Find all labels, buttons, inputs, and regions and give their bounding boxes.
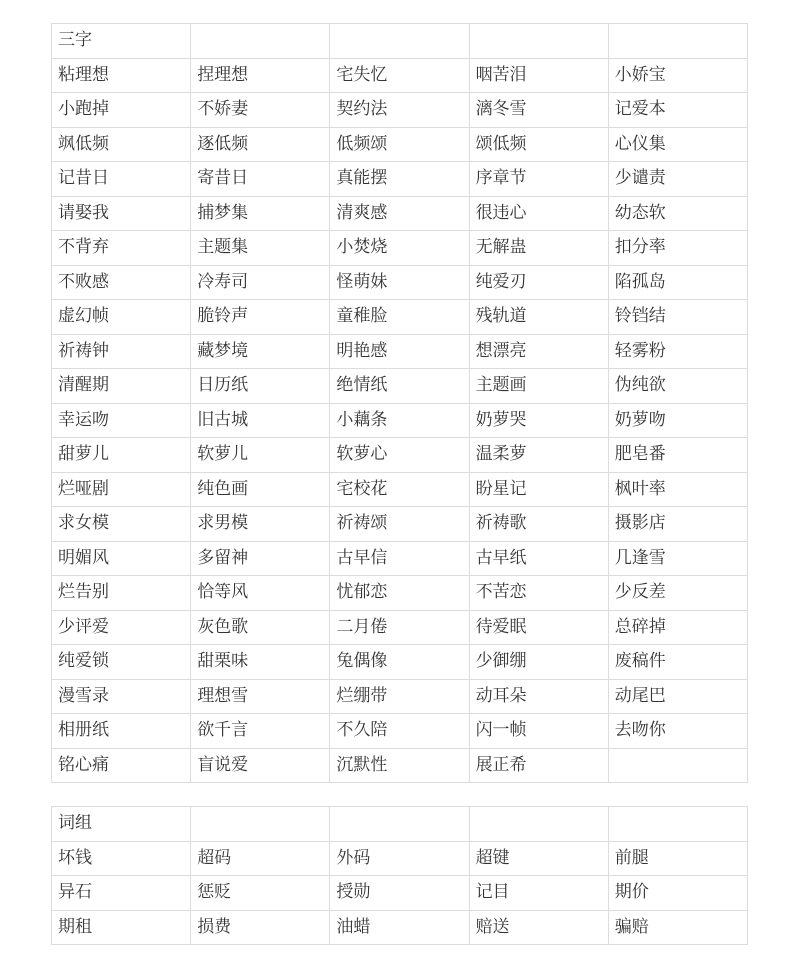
word-cell: 欲千言 xyxy=(191,714,330,749)
word-cell: 温柔萝 xyxy=(469,438,608,473)
word-cell: 小娇宝 xyxy=(608,58,747,93)
word-cell: 序章节 xyxy=(469,162,608,197)
word-cell: 前腿 xyxy=(608,841,747,876)
word-cell: 飒低频 xyxy=(52,127,191,162)
table-row xyxy=(52,300,748,335)
word-cell: 骗赔 xyxy=(608,910,747,945)
word-cell: 铃铛结 xyxy=(608,300,747,335)
word-cell: 盲说爱 xyxy=(191,748,330,783)
word-cell: 多留神 xyxy=(191,541,330,576)
word-cell: 少御绷 xyxy=(469,645,608,680)
word-cell: 明艳感 xyxy=(330,334,469,369)
word-cell: 烂哑剧 xyxy=(52,472,191,507)
word-cell: 绝情纸 xyxy=(330,369,469,404)
table-row xyxy=(52,231,748,266)
table-row xyxy=(52,472,748,507)
word-cell: 求男模 xyxy=(191,507,330,542)
word-cell: 纯色画 xyxy=(191,472,330,507)
word-cell: 伪纯欲 xyxy=(608,369,747,404)
word-cell: 忧郁恋 xyxy=(330,576,469,611)
table-row xyxy=(52,334,748,369)
word-cell: 旧古城 xyxy=(191,403,330,438)
table-header-row xyxy=(52,807,748,842)
word-cell: 异石 xyxy=(52,876,191,911)
phrase-table xyxy=(51,806,748,945)
table-row xyxy=(52,610,748,645)
word-cell: 陷孤岛 xyxy=(608,265,747,300)
table-row xyxy=(52,541,748,576)
word-cell: 记目 xyxy=(469,876,608,911)
word-cell: 枫叶率 xyxy=(608,472,747,507)
word-cell: 低频颂 xyxy=(330,127,469,162)
word-cell: 祈祷颂 xyxy=(330,507,469,542)
word-cell: 少反差 xyxy=(608,576,747,611)
table-row xyxy=(52,196,748,231)
word-cell: 宅校花 xyxy=(330,472,469,507)
word-cell: 盼星记 xyxy=(469,472,608,507)
word-cell: 宅失忆 xyxy=(330,58,469,93)
word-cell: 相册纸 xyxy=(52,714,191,749)
word-cell: 记昔日 xyxy=(52,162,191,197)
word-cell: 祈祷歌 xyxy=(469,507,608,542)
empty-cell xyxy=(608,807,747,842)
word-cell: 很违心 xyxy=(469,196,608,231)
word-cell: 纯爱锁 xyxy=(52,645,191,680)
table-header-row xyxy=(52,24,748,59)
word-cell: 真能摆 xyxy=(330,162,469,197)
word-cell: 总碎掉 xyxy=(608,610,747,645)
word-cell: 记爱本 xyxy=(608,93,747,128)
word-cell: 软萝心 xyxy=(330,438,469,473)
three-char-table xyxy=(51,23,748,783)
word-cell: 动尾巴 xyxy=(608,679,747,714)
table-row xyxy=(52,714,748,749)
word-cell: 超码 xyxy=(191,841,330,876)
word-cell: 轻雾粉 xyxy=(608,334,747,369)
table-row xyxy=(52,576,748,611)
word-cell: 惩贬 xyxy=(191,876,330,911)
word-cell: 清醒期 xyxy=(52,369,191,404)
word-cell: 幸运吻 xyxy=(52,403,191,438)
word-cell: 古早纸 xyxy=(469,541,608,576)
word-cell: 甜萝儿 xyxy=(52,438,191,473)
empty-cell xyxy=(608,24,747,59)
word-cell: 想漂亮 xyxy=(469,334,608,369)
table-row xyxy=(52,127,748,162)
table-row xyxy=(52,93,748,128)
word-cell: 灰色歌 xyxy=(191,610,330,645)
table-row xyxy=(52,507,748,542)
word-cell: 少谴责 xyxy=(608,162,747,197)
word-cell: 求女模 xyxy=(52,507,191,542)
word-cell: 逐低频 xyxy=(191,127,330,162)
word-cell: 损费 xyxy=(191,910,330,945)
empty-cell xyxy=(469,807,608,842)
table-row xyxy=(52,841,748,876)
table-row xyxy=(52,58,748,93)
table-row xyxy=(52,265,748,300)
word-cell: 赔送 xyxy=(469,910,608,945)
word-cell: 颂低频 xyxy=(469,127,608,162)
word-cell: 小藕条 xyxy=(330,403,469,438)
empty-cell xyxy=(191,807,330,842)
word-cell: 漫雪录 xyxy=(52,679,191,714)
word-cell: 期租 xyxy=(52,910,191,945)
word-cell: 几逢雪 xyxy=(608,541,747,576)
word-cell: 奶萝哭 xyxy=(469,403,608,438)
word-cell: 心仪集 xyxy=(608,127,747,162)
empty-cell xyxy=(330,24,469,59)
word-cell: 幼态软 xyxy=(608,196,747,231)
word-cell: 不娇妻 xyxy=(191,93,330,128)
word-cell: 坏钱 xyxy=(52,841,191,876)
word-cell: 授勋 xyxy=(330,876,469,911)
word-cell: 藏梦境 xyxy=(191,334,330,369)
word-cell: 日历纸 xyxy=(191,369,330,404)
word-cell: 主题集 xyxy=(191,231,330,266)
word-cell: 去吻你 xyxy=(608,714,747,749)
word-cell: 外码 xyxy=(330,841,469,876)
word-cell: 契约法 xyxy=(330,93,469,128)
empty-cell xyxy=(608,748,747,783)
word-cell: 待爱眠 xyxy=(469,610,608,645)
word-cell: 捕梦集 xyxy=(191,196,330,231)
word-cell: 理想雪 xyxy=(191,679,330,714)
word-cell: 不苦恋 xyxy=(469,576,608,611)
word-cell: 不败感 xyxy=(52,265,191,300)
table-row xyxy=(52,369,748,404)
word-cell: 残轨道 xyxy=(469,300,608,335)
word-cell: 超键 xyxy=(469,841,608,876)
empty-cell xyxy=(330,807,469,842)
table-row xyxy=(52,910,748,945)
word-cell: 沉默性 xyxy=(330,748,469,783)
word-cell: 不背弃 xyxy=(52,231,191,266)
three-char-table-body xyxy=(52,24,748,783)
word-cell: 无解蛊 xyxy=(469,231,608,266)
word-cell: 明媚风 xyxy=(52,541,191,576)
word-cell: 不久陪 xyxy=(330,714,469,749)
word-cell: 扣分率 xyxy=(608,231,747,266)
word-cell: 铭心痛 xyxy=(52,748,191,783)
word-cell: 二月倦 xyxy=(330,610,469,645)
phrase-table-body xyxy=(52,807,748,945)
word-cell: 小跑掉 xyxy=(52,93,191,128)
word-cell: 童稚脸 xyxy=(330,300,469,335)
word-cell: 动耳朵 xyxy=(469,679,608,714)
table-row xyxy=(52,438,748,473)
word-cell: 虚幻帧 xyxy=(52,300,191,335)
word-cell: 闪一帧 xyxy=(469,714,608,749)
word-cell: 捏理想 xyxy=(191,58,330,93)
table-row xyxy=(52,748,748,783)
empty-cell xyxy=(469,24,608,59)
word-cell: 展正希 xyxy=(469,748,608,783)
word-cell: 期价 xyxy=(608,876,747,911)
empty-cell xyxy=(191,24,330,59)
word-cell: 肥皂番 xyxy=(608,438,747,473)
word-cell: 甜栗味 xyxy=(191,645,330,680)
word-cell: 烂绷带 xyxy=(330,679,469,714)
word-cell: 漓冬雪 xyxy=(469,93,608,128)
word-cell: 咽苦泪 xyxy=(469,58,608,93)
word-cell: 主题画 xyxy=(469,369,608,404)
word-cell: 少评爱 xyxy=(52,610,191,645)
word-cell: 粘理想 xyxy=(52,58,191,93)
word-cell: 废稿件 xyxy=(608,645,747,680)
word-cell: 软萝儿 xyxy=(191,438,330,473)
table-row xyxy=(52,645,748,680)
word-cell: 兔偶像 xyxy=(330,645,469,680)
word-cell: 怪萌妹 xyxy=(330,265,469,300)
word-cell: 恰等风 xyxy=(191,576,330,611)
word-cell: 脆铃声 xyxy=(191,300,330,335)
word-cell: 奶萝吻 xyxy=(608,403,747,438)
word-cell: 小焚烧 xyxy=(330,231,469,266)
table-row xyxy=(52,403,748,438)
word-cell: 古早信 xyxy=(330,541,469,576)
word-cell: 纯爱刃 xyxy=(469,265,608,300)
word-cell: 请娶我 xyxy=(52,196,191,231)
section-title: 词组 xyxy=(52,807,191,842)
table-row xyxy=(52,876,748,911)
word-cell: 祈祷钟 xyxy=(52,334,191,369)
word-cell: 油蜡 xyxy=(330,910,469,945)
word-cell: 烂告别 xyxy=(52,576,191,611)
section-title: 三字 xyxy=(52,24,191,59)
word-cell: 摄影店 xyxy=(608,507,747,542)
table-row xyxy=(52,679,748,714)
word-cell: 寄昔日 xyxy=(191,162,330,197)
word-cell: 冷寿司 xyxy=(191,265,330,300)
table-row xyxy=(52,162,748,197)
word-cell: 清爽感 xyxy=(330,196,469,231)
